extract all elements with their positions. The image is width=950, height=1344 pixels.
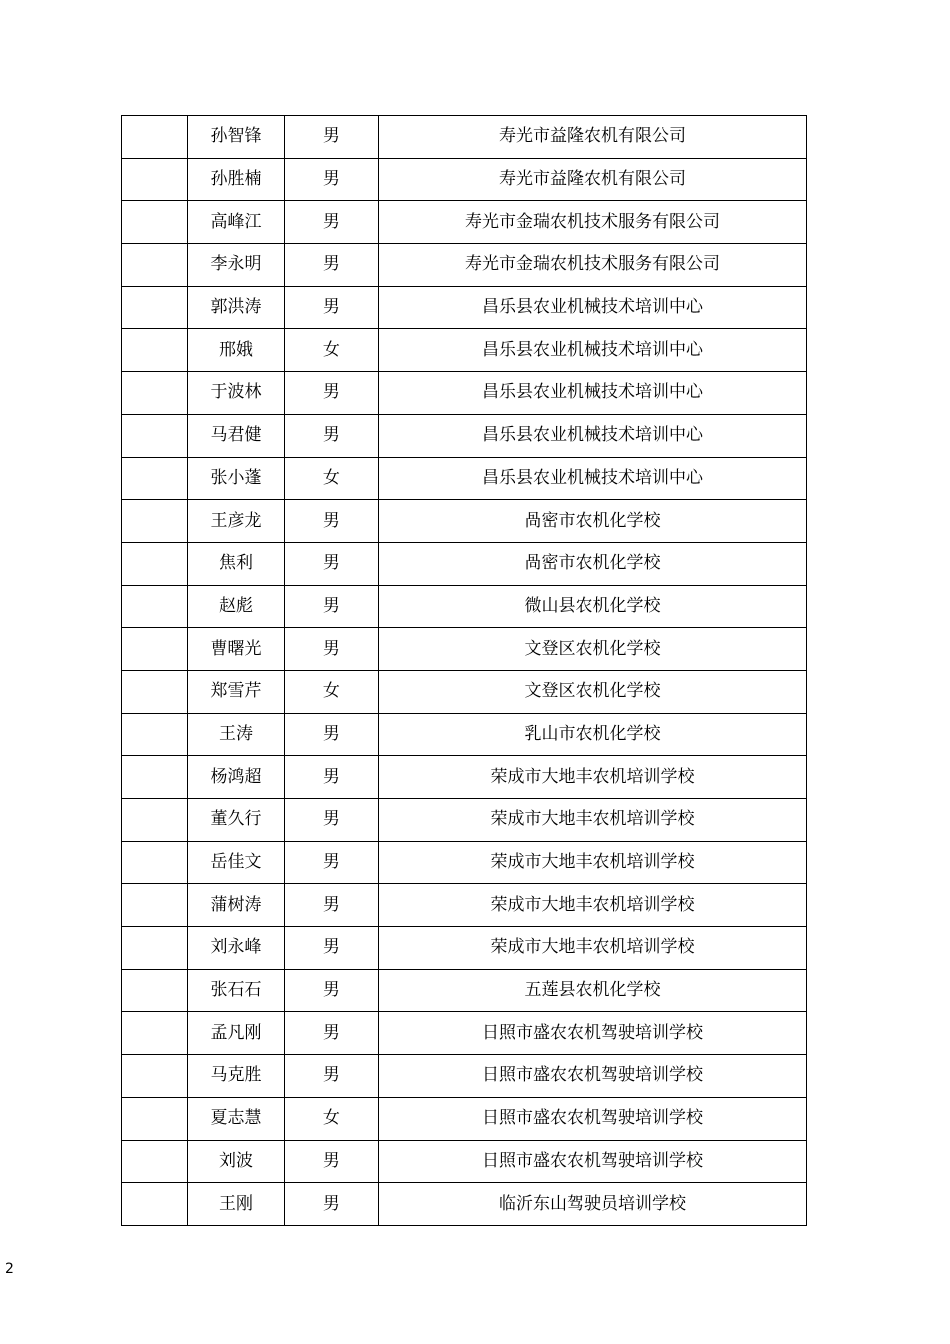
table-row xyxy=(122,585,807,628)
organization-cell: 咼密市农机化学校 xyxy=(379,542,807,585)
table-row xyxy=(122,756,807,799)
organization-cell: 昌乐县农业机械技术培训中心 xyxy=(379,286,807,329)
organization-cell: 微山县农机化学校 xyxy=(379,585,807,628)
table-row xyxy=(122,1140,807,1183)
trainee-name-cell: 马克胜 xyxy=(188,1055,284,1098)
table-row xyxy=(122,244,807,287)
row-index-cell xyxy=(122,1097,188,1140)
table-row xyxy=(122,884,807,927)
trainee-name-cell: 郑雪芹 xyxy=(188,670,284,713)
row-index-cell xyxy=(122,756,188,799)
gender-cell: 男 xyxy=(284,585,378,628)
table-row xyxy=(122,329,807,372)
trainee-name-cell: 焦利 xyxy=(188,542,284,585)
table-row xyxy=(122,927,807,970)
row-index-cell xyxy=(122,542,188,585)
gender-cell: 男 xyxy=(284,1012,378,1055)
row-index-cell xyxy=(122,329,188,372)
organization-cell: 昌乐县农业机械技术培训中心 xyxy=(379,414,807,457)
row-index-cell xyxy=(122,628,188,671)
gender-cell: 男 xyxy=(284,244,378,287)
gender-cell: 男 xyxy=(284,500,378,543)
trainee-name-cell: 王彦龙 xyxy=(188,500,284,543)
table-row xyxy=(122,158,807,201)
trainee-name-cell: 王涛 xyxy=(188,713,284,756)
row-index-cell xyxy=(122,1140,188,1183)
table-row xyxy=(122,457,807,500)
table-row xyxy=(122,670,807,713)
organization-cell: 昌乐县农业机械技术培训中心 xyxy=(379,329,807,372)
table-row xyxy=(122,969,807,1012)
table-row xyxy=(122,1097,807,1140)
row-index-cell xyxy=(122,799,188,842)
table-row xyxy=(122,1055,807,1098)
row-index-cell xyxy=(122,927,188,970)
trainee-name-cell: 董久行 xyxy=(188,799,284,842)
trainee-name-cell: 杨鸿超 xyxy=(188,756,284,799)
organization-cell: 日照市盛农农机驾驶培训学校 xyxy=(379,1140,807,1183)
gender-cell: 男 xyxy=(284,1183,378,1226)
gender-cell: 男 xyxy=(284,372,378,415)
row-index-cell xyxy=(122,244,188,287)
row-index-cell xyxy=(122,585,188,628)
organization-cell: 荣成市大地丰农机培训学校 xyxy=(379,799,807,842)
row-index-cell xyxy=(122,414,188,457)
trainee-name-cell: 邢娥 xyxy=(188,329,284,372)
row-index-cell xyxy=(122,457,188,500)
organization-cell: 寿光市益隆农机有限公司 xyxy=(379,116,807,159)
row-index-cell xyxy=(122,158,188,201)
row-index-cell xyxy=(122,884,188,927)
organization-cell: 荣成市大地丰农机培训学校 xyxy=(379,884,807,927)
trainee-name-cell: 李永明 xyxy=(188,244,284,287)
trainee-name-cell: 夏志慧 xyxy=(188,1097,284,1140)
trainee-name-cell: 曹曙光 xyxy=(188,628,284,671)
row-index-cell xyxy=(122,1183,188,1226)
organization-cell: 寿光市金瑞农机技术服务有限公司 xyxy=(379,201,807,244)
gender-cell: 男 xyxy=(284,713,378,756)
gender-cell: 男 xyxy=(284,286,378,329)
trainee-name-cell: 刘波 xyxy=(188,1140,284,1183)
organization-cell: 乳山市农机化学校 xyxy=(379,713,807,756)
organization-cell: 日照市盛农农机驾驶培训学校 xyxy=(379,1012,807,1055)
roster-table-body xyxy=(122,116,807,1226)
gender-cell: 男 xyxy=(284,756,378,799)
organization-cell: 寿光市金瑞农机技术服务有限公司 xyxy=(379,244,807,287)
table-row xyxy=(122,1183,807,1226)
row-index-cell xyxy=(122,372,188,415)
trainee-name-cell: 郭洪涛 xyxy=(188,286,284,329)
table-row xyxy=(122,542,807,585)
gender-cell: 男 xyxy=(284,116,378,159)
organization-cell: 日照市盛农农机驾驶培训学校 xyxy=(379,1097,807,1140)
table-row xyxy=(122,116,807,159)
organization-cell: 临沂东山驾驶员培训学校 xyxy=(379,1183,807,1226)
gender-cell: 女 xyxy=(284,1097,378,1140)
row-index-cell xyxy=(122,969,188,1012)
trainee-name-cell: 孟凡刚 xyxy=(188,1012,284,1055)
row-index-cell xyxy=(122,500,188,543)
row-index-cell xyxy=(122,116,188,159)
gender-cell: 女 xyxy=(284,329,378,372)
gender-cell: 男 xyxy=(284,1140,378,1183)
row-index-cell xyxy=(122,1055,188,1098)
trainee-name-cell: 马君健 xyxy=(188,414,284,457)
organization-cell: 日照市盛农农机驾驶培训学校 xyxy=(379,1055,807,1098)
trainee-name-cell: 于波林 xyxy=(188,372,284,415)
gender-cell: 女 xyxy=(284,670,378,713)
table-row xyxy=(122,628,807,671)
table-row xyxy=(122,500,807,543)
trainee-name-cell: 孙智锋 xyxy=(188,116,284,159)
table-row xyxy=(122,201,807,244)
trainee-name-cell: 孙胜楠 xyxy=(188,158,284,201)
organization-cell: 荣成市大地丰农机培训学校 xyxy=(379,756,807,799)
gender-cell: 男 xyxy=(284,542,378,585)
row-index-cell xyxy=(122,713,188,756)
organization-cell: 五莲县农机化学校 xyxy=(379,969,807,1012)
organization-cell: 文登区农机化学校 xyxy=(379,628,807,671)
organization-cell: 咼密市农机化学校 xyxy=(379,500,807,543)
table-row xyxy=(122,841,807,884)
trainee-name-cell: 张石石 xyxy=(188,969,284,1012)
table-row xyxy=(122,1012,807,1055)
organization-cell: 荣成市大地丰农机培训学校 xyxy=(379,927,807,970)
row-index-cell xyxy=(122,1012,188,1055)
trainee-name-cell: 蒲树涛 xyxy=(188,884,284,927)
gender-cell: 男 xyxy=(284,414,378,457)
trainee-name-cell: 张小蓬 xyxy=(188,457,284,500)
trainee-name-cell: 王刚 xyxy=(188,1183,284,1226)
gender-cell: 男 xyxy=(284,799,378,842)
table-row xyxy=(122,414,807,457)
gender-cell: 男 xyxy=(284,628,378,671)
organization-cell: 昌乐县农业机械技术培训中心 xyxy=(379,457,807,500)
row-index-cell xyxy=(122,841,188,884)
table-row xyxy=(122,799,807,842)
gender-cell: 男 xyxy=(284,884,378,927)
row-index-cell xyxy=(122,670,188,713)
organization-cell: 昌乐县农业机械技术培训中心 xyxy=(379,372,807,415)
organization-cell: 文登区农机化学校 xyxy=(379,670,807,713)
table-row xyxy=(122,713,807,756)
organization-cell: 荣成市大地丰农机培训学校 xyxy=(379,841,807,884)
roster-table xyxy=(121,115,807,1226)
organization-cell: 寿光市益隆农机有限公司 xyxy=(379,158,807,201)
gender-cell: 男 xyxy=(284,841,378,884)
trainee-name-cell: 刘永峰 xyxy=(188,927,284,970)
row-index-cell xyxy=(122,201,188,244)
table-row xyxy=(122,372,807,415)
page-number: 2 xyxy=(5,1261,14,1277)
gender-cell: 男 xyxy=(284,1055,378,1098)
table-row xyxy=(122,286,807,329)
gender-cell: 男 xyxy=(284,201,378,244)
trainee-name-cell: 岳佳文 xyxy=(188,841,284,884)
gender-cell: 男 xyxy=(284,969,378,1012)
gender-cell: 女 xyxy=(284,457,378,500)
trainee-name-cell: 赵彪 xyxy=(188,585,284,628)
trainee-name-cell: 高峰江 xyxy=(188,201,284,244)
gender-cell: 男 xyxy=(284,158,378,201)
row-index-cell xyxy=(122,286,188,329)
gender-cell: 男 xyxy=(284,927,378,970)
